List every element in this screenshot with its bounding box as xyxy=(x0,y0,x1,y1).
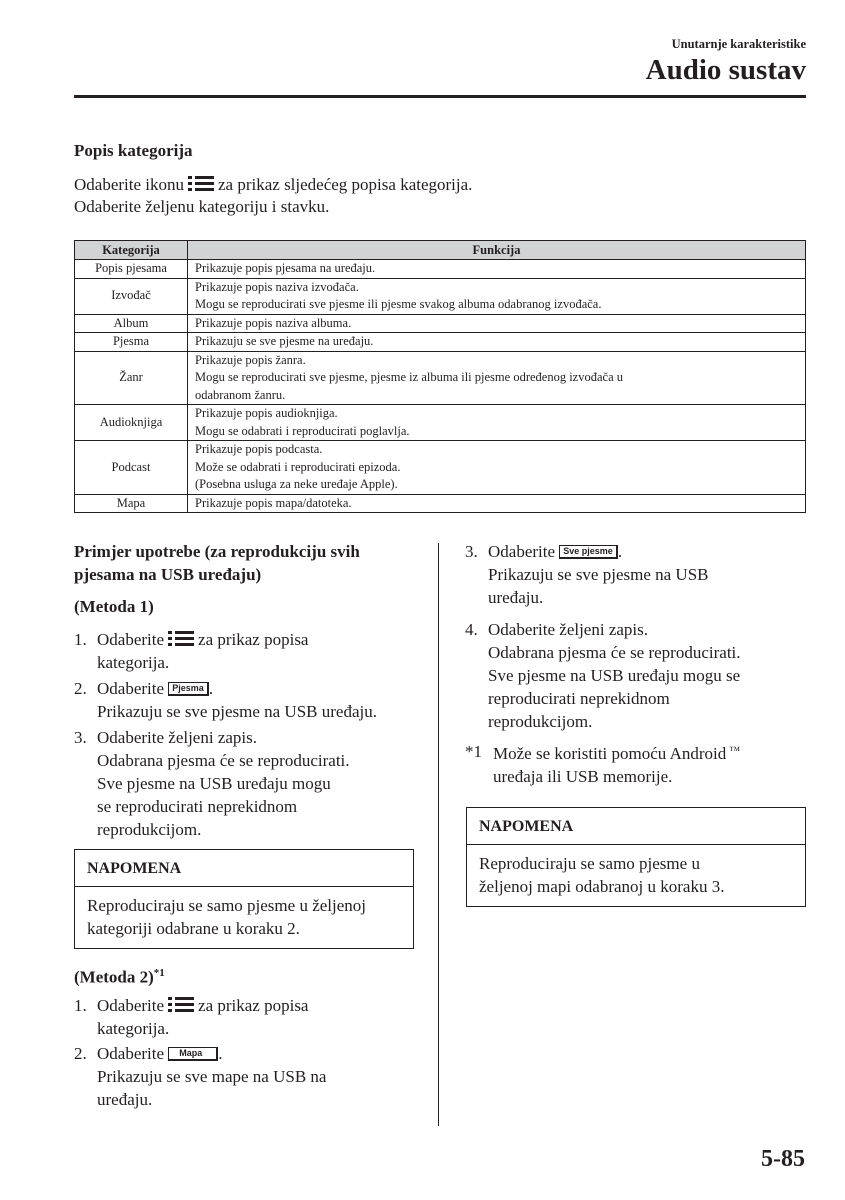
step-text-line: reproducirati neprekidnom xyxy=(488,689,670,708)
step-number: 2. xyxy=(74,1044,87,1063)
table-cell-category: Popis pjesama xyxy=(75,260,188,279)
table-cell-category: Audioknjiga xyxy=(75,405,188,441)
function-line: Prikazuje popis mapa/datoteka. xyxy=(195,495,352,510)
step-text xyxy=(488,540,805,563)
note-line: željenoj mapi odabranoj u koraku 3. xyxy=(479,877,725,896)
step-text-before: Odaberite xyxy=(97,1044,165,1063)
header-rule xyxy=(74,95,806,98)
table-cell-category: Žanr xyxy=(75,351,188,405)
table-row xyxy=(75,260,806,279)
function-line: Prikazuju se sve pjesme na uređaju. xyxy=(195,334,374,348)
step-text-line: Prikazuju se sve mape na USB na xyxy=(97,1067,327,1086)
step-text-line: Odaberite željeni zapis. xyxy=(488,620,649,639)
step-text-line: uređaju. xyxy=(488,588,544,607)
footnote xyxy=(465,740,805,788)
section-label: Unutarnje karakteristike xyxy=(671,37,806,51)
step-text-after: . xyxy=(617,542,623,561)
table-header-function: Funkcija xyxy=(188,241,806,260)
list-item xyxy=(74,677,434,723)
table-cell-category: Album xyxy=(75,314,188,333)
table-cell-category: Podcast xyxy=(75,441,188,495)
function-line: Može se odabrati i reproducirati epizoda. xyxy=(195,459,401,474)
note-box xyxy=(74,849,414,949)
method-2-label: (Metoda 2) xyxy=(74,967,154,987)
column-divider xyxy=(438,543,439,1126)
step-text-line: kategorija. xyxy=(97,653,170,672)
intro-line-1-before: Odaberite ikonu xyxy=(74,175,184,194)
category-table xyxy=(74,240,806,513)
step-text xyxy=(97,628,429,651)
step-number: 4. xyxy=(465,620,478,639)
table-header-row xyxy=(75,241,806,260)
step-number: 3. xyxy=(465,542,478,561)
intro-line-2: Odaberite željenu kategoriju i stavku. xyxy=(74,197,330,216)
step-text xyxy=(97,994,429,1017)
list-item xyxy=(74,994,429,1040)
step-text-line: Odaberite željeni zapis. xyxy=(97,728,258,747)
table-cell-function xyxy=(188,333,806,352)
footnote-line: uređaja ili USB memorije. xyxy=(493,767,673,786)
table-row xyxy=(75,351,806,405)
table-row xyxy=(75,314,806,333)
step-text-after: . xyxy=(218,1044,223,1063)
function-line: Mogu se odabrati i reproducirati poglavlja. xyxy=(195,423,410,438)
page-title: Audio sustav xyxy=(645,54,806,86)
step-text-line: kategorija. xyxy=(97,1019,170,1038)
footnote-ref: *1 xyxy=(153,967,165,979)
table-cell-function xyxy=(188,278,806,314)
step-text-line: reprodukcijom. xyxy=(97,820,202,839)
step-text xyxy=(97,677,434,700)
mapa-button[interactable]: Mapa xyxy=(168,1047,218,1061)
note-line: kategoriji odabrane u koraku 2. xyxy=(87,919,300,938)
section-heading: Popis kategorija xyxy=(74,141,193,160)
note-box xyxy=(466,807,806,907)
function-line: Mogu se reproducirati sve pjesme ili pjesme svakog albuma odabranog izvođača. xyxy=(195,297,602,311)
step-text-after: za prikaz popisa xyxy=(198,996,309,1015)
table-cell-function xyxy=(188,260,806,279)
note-line: Reproduciraju se samo pjesme u xyxy=(479,854,700,873)
table-row xyxy=(75,333,806,352)
table-row xyxy=(75,405,806,441)
table-row xyxy=(75,441,806,495)
function-line: Prikazuje popis audioknjiga. xyxy=(195,406,338,420)
footnote-text: Može se koristiti pomoću Android xyxy=(493,744,727,763)
intro-line-1 xyxy=(74,174,472,196)
function-line: (Posebna usluga za neke uređaje Apple). xyxy=(195,477,398,491)
example-heading xyxy=(74,540,360,586)
list-item xyxy=(74,726,434,841)
example-heading-line: pjesama na USB uređaju) xyxy=(74,565,262,584)
table-cell-category: Mapa xyxy=(75,494,188,513)
step-text-line: Prikazuju se sve pjesme na USB xyxy=(488,565,709,584)
function-line: Prikazuje popis žanra. xyxy=(195,352,306,367)
table-row xyxy=(75,494,806,513)
table-cell-function xyxy=(188,405,806,441)
function-line: Prikazuje popis naziva albuma. xyxy=(195,315,352,330)
footnote-mark: *1 xyxy=(465,742,482,761)
table-cell-category: Pjesma xyxy=(75,333,188,352)
table-cell-function xyxy=(188,441,806,495)
note-body xyxy=(467,845,805,906)
list-menu-icon xyxy=(168,631,194,647)
step-text-line: Sve pjesme na USB uređaju mogu se xyxy=(488,666,741,685)
list-item xyxy=(74,628,429,674)
table-row xyxy=(75,278,806,314)
step-text-before: Odaberite xyxy=(97,630,165,649)
function-line: Prikazuje popis podcasta. xyxy=(195,442,323,456)
table-cell-category: Izvođač xyxy=(75,278,188,314)
step-text-line: se reproducirati neprekidnom xyxy=(97,797,298,816)
step-text-line: Sve pjesme na USB uređaju mogu xyxy=(97,774,331,793)
step-text-before: Odaberite xyxy=(97,679,165,698)
table-cell-function xyxy=(188,351,806,405)
table-header-category: Kategorija xyxy=(75,241,188,260)
table-cell-function xyxy=(188,494,806,513)
step-number: 2. xyxy=(74,679,87,698)
intro-line-1-after: za prikaz sljedećeg popisa kategorija. xyxy=(218,175,473,194)
step-number: 1. xyxy=(74,996,87,1015)
function-line: odabranom žanru. xyxy=(195,387,286,402)
list-item xyxy=(74,1042,429,1111)
step-text-after: . xyxy=(208,679,214,698)
trademark-symbol: ™ xyxy=(729,745,741,757)
note-heading: NAPOMENA xyxy=(75,850,413,887)
note-heading: NAPOMENA xyxy=(467,808,805,845)
method-1-heading: (Metoda 1) xyxy=(74,597,154,616)
step-text-before: Odaberite xyxy=(97,996,165,1015)
function-line: Prikazuje popis naziva izvođača. xyxy=(195,279,359,294)
step-number: 3. xyxy=(74,728,87,747)
page-number: 5-85 xyxy=(761,1146,805,1172)
function-line: Prikazuje popis pjesama na uređaju. xyxy=(195,261,376,275)
pjesma-button[interactable]: Pjesma xyxy=(168,682,209,696)
footnote-line xyxy=(493,740,805,765)
step-text-line: uređaju. xyxy=(97,1090,153,1109)
list-menu-icon xyxy=(168,997,194,1013)
list-item xyxy=(465,618,805,733)
step-text-after: za prikaz popisa xyxy=(198,630,309,649)
list-item xyxy=(465,540,805,609)
step-text-line: Prikazuju se sve pjesme na USB uređaju. xyxy=(97,702,377,721)
step-text-line: reprodukcijom. xyxy=(488,712,593,731)
step-text-line: Odabrana pjesma će se reproducirati. xyxy=(97,751,350,770)
sve-pjesme-button[interactable]: Sve pjesme xyxy=(559,545,618,559)
step-text-before: Odaberite xyxy=(488,542,556,561)
example-heading-line: Primjer upotrebe (za reprodukciju svih xyxy=(74,542,360,561)
step-text xyxy=(97,1042,429,1065)
note-body xyxy=(75,887,413,948)
list-menu-icon xyxy=(188,176,214,192)
note-line: Reproduciraju se samo pjesme u željenoj xyxy=(87,896,366,915)
step-number: 1. xyxy=(74,630,87,649)
method-2-heading xyxy=(74,967,165,988)
step-text-line: Odabrana pjesma će se reproducirati. xyxy=(488,643,741,662)
table-cell-function xyxy=(188,314,806,333)
function-line: Mogu se reproducirati sve pjesme, pjesme iz albuma ili pjesme određenog izvođača u xyxy=(195,370,623,384)
